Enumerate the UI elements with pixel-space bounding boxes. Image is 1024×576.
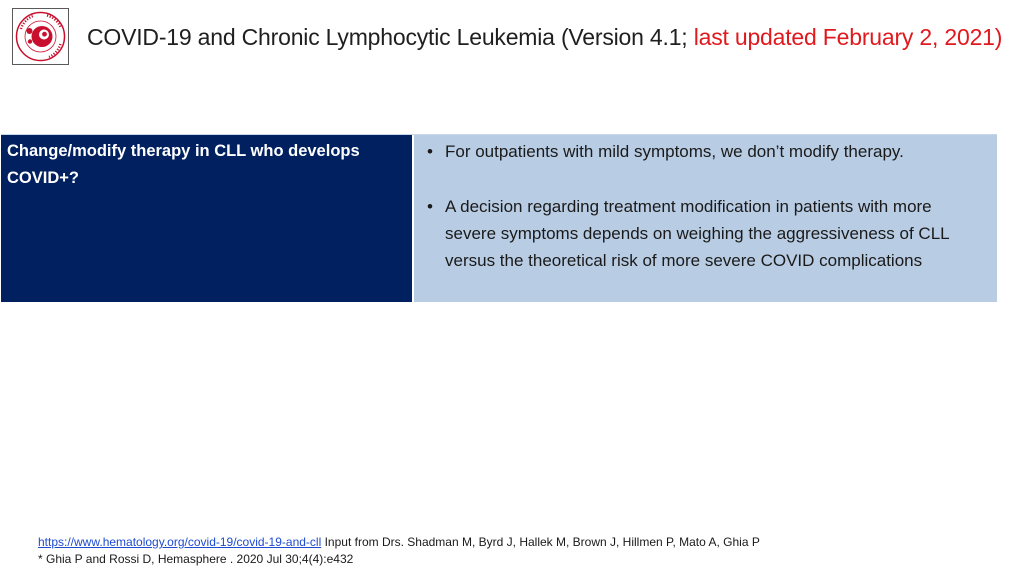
bullet-icon: •	[427, 197, 433, 216]
answer-text: A decision regarding treatment modification in patients with more severe symptoms depends on weighing the aggressiveness of CLL versus the theoretical risk of more severe COVID complications	[445, 197, 949, 270]
answer-cell	[414, 135, 997, 302]
source-line	[38, 534, 760, 551]
answer-list	[421, 138, 987, 274]
citation: * Ghia P and Rossi D, Hemasphere . 2020 Jul 30;4(4):e432	[38, 552, 354, 566]
answer-item	[421, 138, 987, 165]
hematology-link[interactable]: https://www.hematology.org/covid-19/covid-19-and-cll	[38, 535, 322, 549]
answer-text: For outpatients with mild symptoms, we don’t modify therapy.	[445, 142, 904, 161]
question-answer-table	[1, 134, 997, 302]
answer-item	[421, 193, 987, 274]
title-updated-date: last updated February 2, 2021)	[693, 24, 1003, 50]
footer	[38, 534, 760, 568]
bullet-icon: •	[427, 142, 433, 161]
ash-society-logo-icon	[12, 8, 69, 65]
title-main: COVID-19 and Chronic Lymphocytic Leukemia (Version 4.1;	[87, 24, 694, 50]
question-cell	[1, 135, 412, 302]
page-title	[87, 22, 1002, 52]
question-text: Change/modify therapy in CLL who develops COVID+?	[7, 142, 360, 187]
input-credits: Input from Drs. Shadman M, Byrd J, Hallek M, Brown J, Hillmen P, Mato A, Ghia P	[321, 535, 760, 549]
